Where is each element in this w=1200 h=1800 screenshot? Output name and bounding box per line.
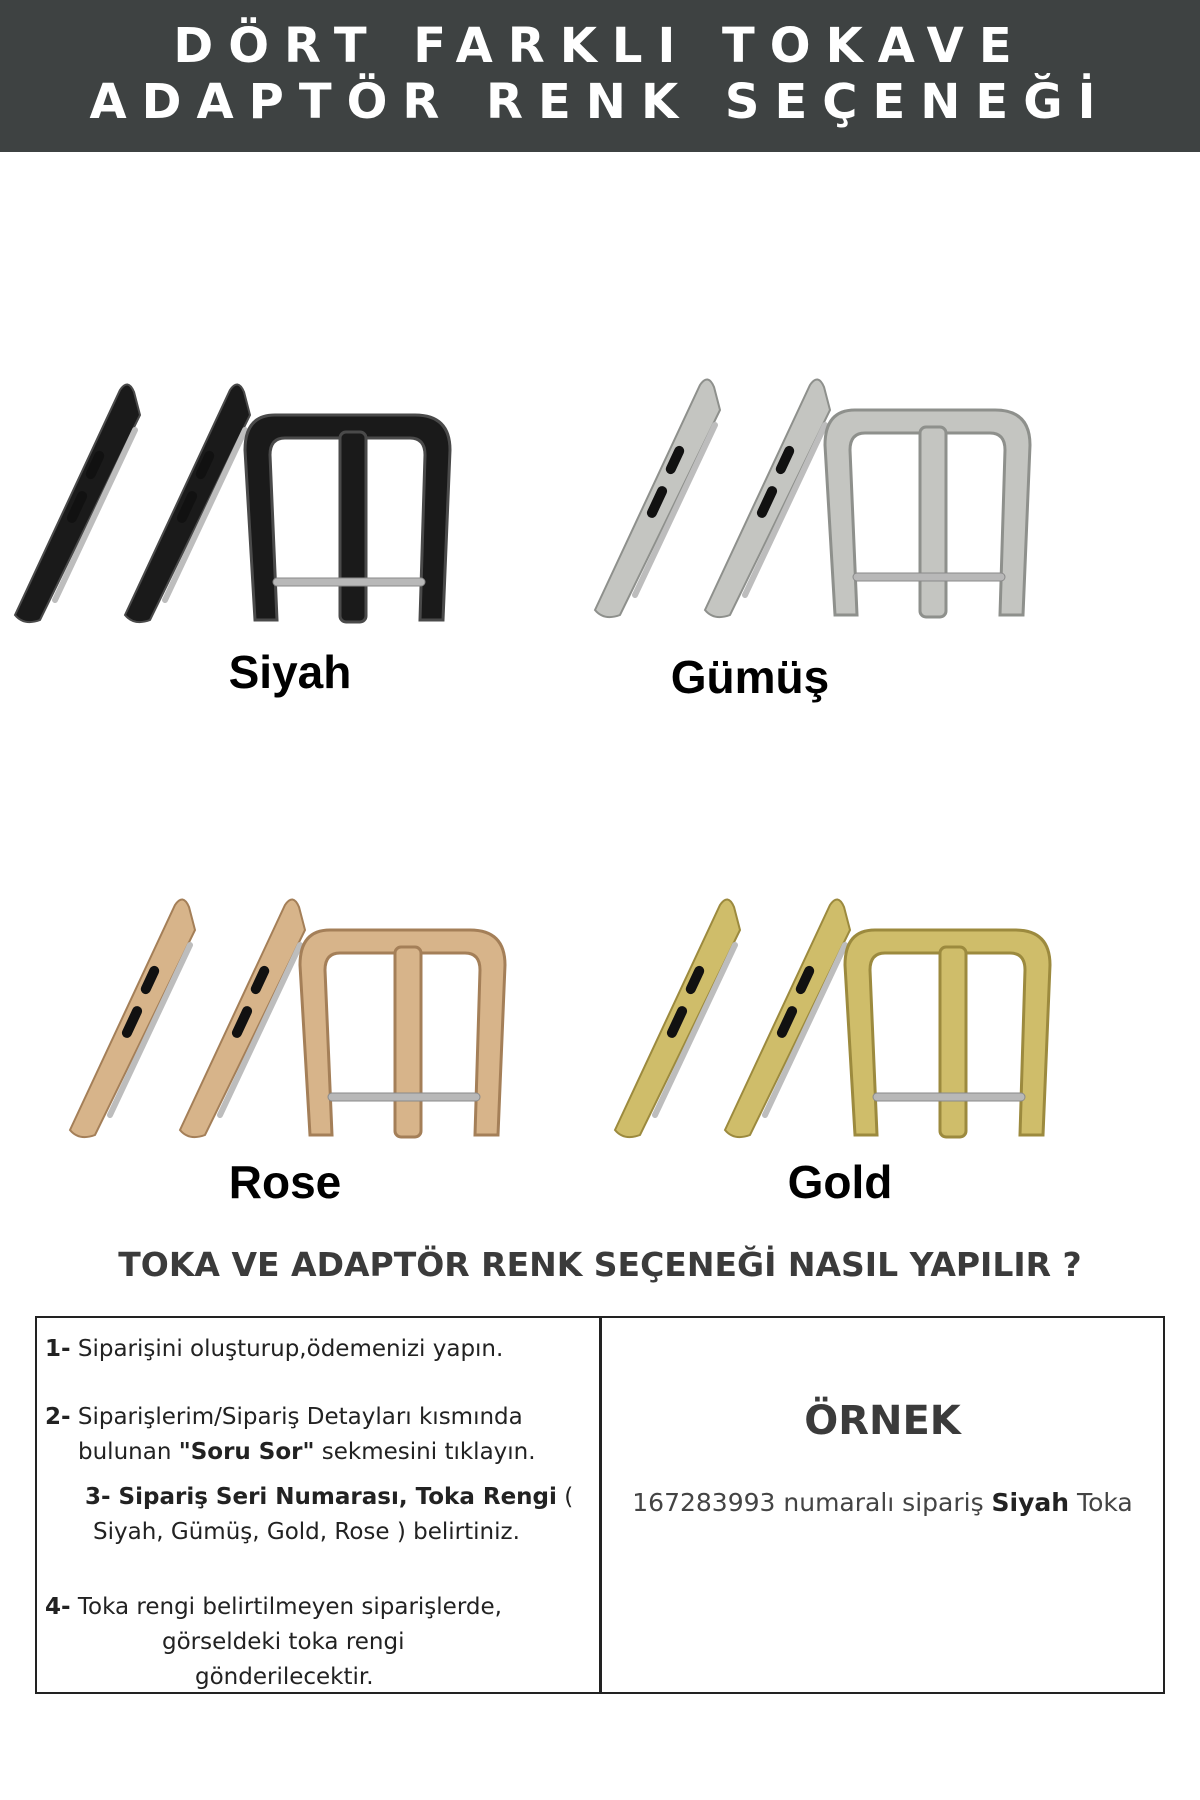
header-title-line-2: ADAPTÖR RENK SEÇENEĞİ <box>89 74 1111 130</box>
variant-gold <box>610 885 1170 1305</box>
instructions-cell <box>37 1318 602 1692</box>
step-3-line-1 <box>85 1480 573 1515</box>
adapter-1 <box>70 899 195 1137</box>
example-title: ÖRNEK <box>804 1398 961 1444</box>
buckle-prong <box>940 947 966 1137</box>
variant-siyah <box>10 370 570 790</box>
header-title-line-1: DÖRT FARKLI TOKAVE <box>173 18 1027 74</box>
step-3-line-2 <box>93 1515 520 1550</box>
example-cell <box>602 1318 1163 1692</box>
variant-label: Gold <box>787 1156 893 1208</box>
buckle-bar <box>328 1093 480 1101</box>
buckle-bar <box>873 1093 1025 1101</box>
step-text: görseldeki toka rengi <box>162 1629 405 1655</box>
buckle-adapter-image <box>610 885 1170 1155</box>
buckle-prong <box>920 427 946 617</box>
example-text-plain: 167283993 numaralı sipariş <box>632 1488 992 1517</box>
buckle-prong <box>340 432 366 622</box>
step-text: bulunan <box>78 1439 179 1465</box>
step-text: Siparişini oluşturup,ödemenizi yapın. <box>77 1336 504 1362</box>
adapter-2 <box>180 899 305 1137</box>
adapter-1 <box>15 384 140 622</box>
example-text <box>602 1488 1163 1517</box>
buckle <box>845 930 1050 1137</box>
step-text: sekmesini tıklayın. <box>314 1439 536 1465</box>
buckle-bar <box>853 573 1005 581</box>
step-4-line-2 <box>162 1625 405 1660</box>
step-4-line-1 <box>45 1590 502 1625</box>
step-text: Siyah, Gümüş, Gold, Rose ) belirtiniz. <box>93 1519 520 1545</box>
variant-label: Siyah <box>228 646 352 698</box>
step-2-line-1 <box>45 1400 523 1435</box>
step-text-bold: "Soru Sor" <box>178 1439 315 1465</box>
instructions-table <box>35 1316 1165 1694</box>
page-header <box>0 0 1200 152</box>
step-text: ( <box>556 1484 574 1510</box>
step-number: 1- <box>45 1336 71 1362</box>
adapter-1 <box>595 379 720 617</box>
variant-gumus <box>590 365 1150 785</box>
buckle <box>825 410 1030 617</box>
buckle-adapter-image <box>10 370 570 640</box>
step-text: Toka rengi belirtilmeyen siparişlerde, <box>77 1594 502 1620</box>
step-2-line-2 <box>78 1435 536 1470</box>
buckle-bar <box>273 578 425 586</box>
adapter-2 <box>705 379 830 617</box>
howto-title: TOKA VE ADAPTÖR RENK SEÇENEĞİ NASIL YAPILIR ? <box>118 1245 1082 1284</box>
step-text: Siparişlerim/Sipariş Detayları kısmında <box>77 1404 523 1430</box>
variant-label: Gümüş <box>670 651 830 703</box>
buckle-adapter-image <box>65 885 625 1155</box>
step-text: gönderilecektir. <box>195 1664 374 1690</box>
example-text-plain: Toka <box>1069 1488 1133 1517</box>
step-text-bold: 3- Sipariş Seri Numarası, Toka Rengi <box>85 1484 557 1510</box>
step-number: 2- <box>45 1404 71 1430</box>
step-4-line-3 <box>195 1660 374 1695</box>
buckle-adapter-image <box>590 365 1150 635</box>
buckle <box>245 415 450 622</box>
adapter-2 <box>125 384 250 622</box>
step-number: 4- <box>45 1594 71 1620</box>
variant-rose <box>65 885 625 1305</box>
adapter-1 <box>615 899 740 1137</box>
step-1 <box>45 1332 503 1367</box>
adapter-2 <box>725 899 850 1137</box>
example-text-bold: Siyah <box>991 1488 1070 1517</box>
variant-label: Rose <box>228 1156 342 1208</box>
buckle-prong <box>395 947 421 1137</box>
buckle <box>300 930 505 1137</box>
